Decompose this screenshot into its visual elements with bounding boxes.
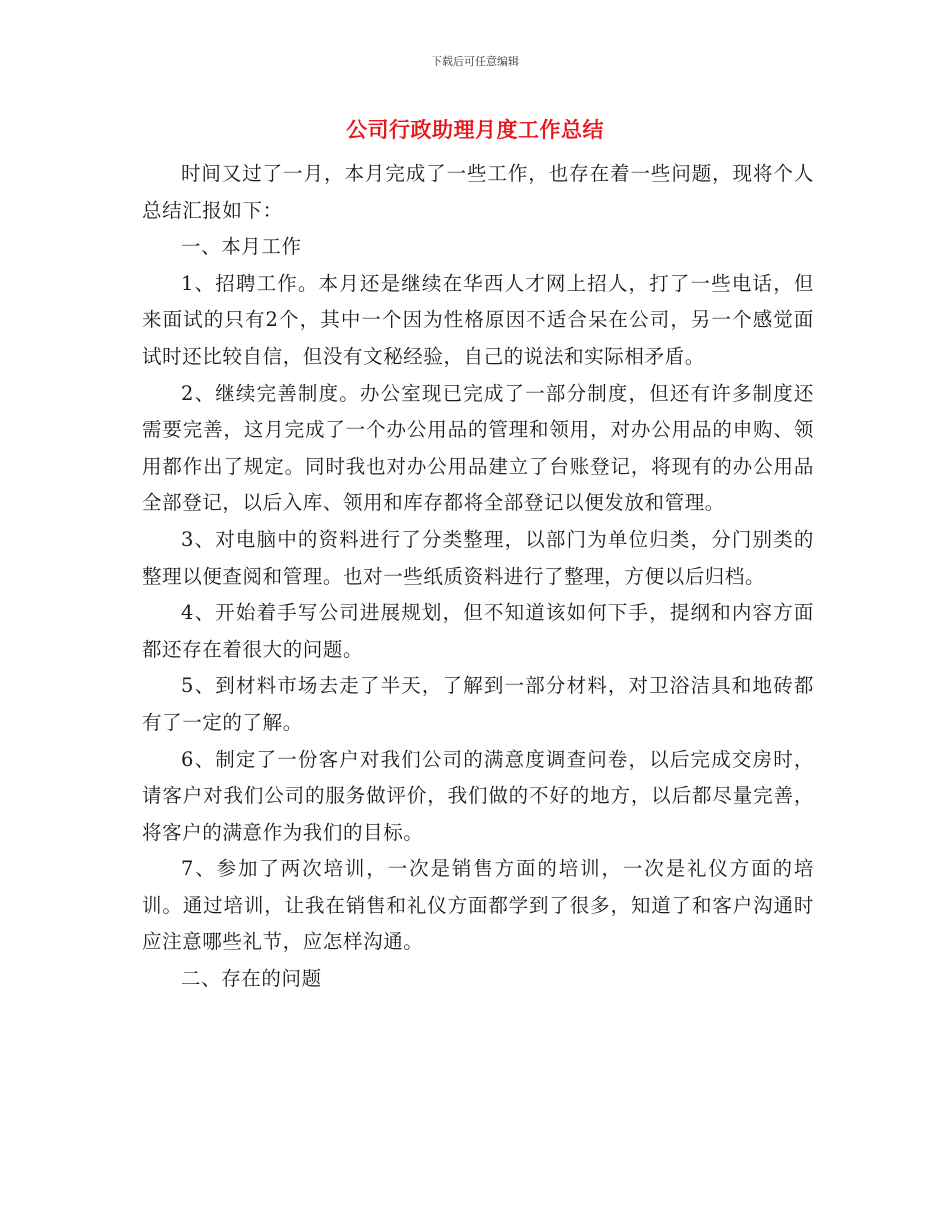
section-heading-problems: 二、存在的问题 (181, 967, 322, 991)
document-title: 公司行政助理月度工作总结 (346, 118, 604, 142)
paragraph-item-1: 1、招聘工作。本月还是继续在华西人才网上招人，打了一些电话，但来面试的只有2个，其中一个因为性格原因不适合呆在公司，另一个感觉面试时还比较自信，但没有文秘经验，自己的说法和实际相矛盾。 (142, 271, 814, 368)
header-note: 下载后可任意编辑 (431, 55, 519, 68)
paragraph-item-7: 7、参加了两次培训，一次是销售方面的培训，一次是礼仪方面的培训。通过培训，让我在销售和礼仪方面都学到了很多，知道了和客户沟通时应注意哪些礼节，应怎样沟通。 (142, 857, 814, 954)
paragraph-item-6: 6、制定了一份客户对我们公司的满意度调查问卷，以后完成交房时，请客户对我们公司的服务做评价，我们做的不好的地方，以后都尽量完善，将客户的满意作为我们的目标。 (142, 747, 814, 844)
section-heading-monthly-work: 一、本月工作 (181, 235, 302, 259)
paragraph-item-3: 3、对电脑中的资料进行了分类整理，以部门为单位归类，分门别类的整理以便查阅和管理。也对一些纸质资料进行了整理，方便以后归档。 (142, 527, 814, 588)
paragraph-item-2: 2、继续完善制度。办公室现已完成了一部分制度，但还有许多制度还需要完善，这月完成了一个办公用品的管理和领用，对办公用品的申购、领用都作出了规定。同时我也对办公用品建立了台账登记，将现有的办公用品全部登记，以后入库、领用和库存都将全部登记以便发放和管理。 (142, 381, 814, 515)
paragraph-intro: 时间又过了一月，本月完成了一些工作，也存在着一些问题，现将个人总结汇报如下： (142, 162, 814, 222)
paragraph-item-4: 4、开始着手写公司进展规划，但不知道该如何下手，提纲和内容方面都还存在着很大的问题。 (142, 601, 814, 661)
paragraph-item-5: 5、到材料市场去走了半天，了解到一部分材料，对卫浴洁具和地砖都有了一定的了解。 (142, 674, 814, 734)
document-body (142, 156, 814, 998)
